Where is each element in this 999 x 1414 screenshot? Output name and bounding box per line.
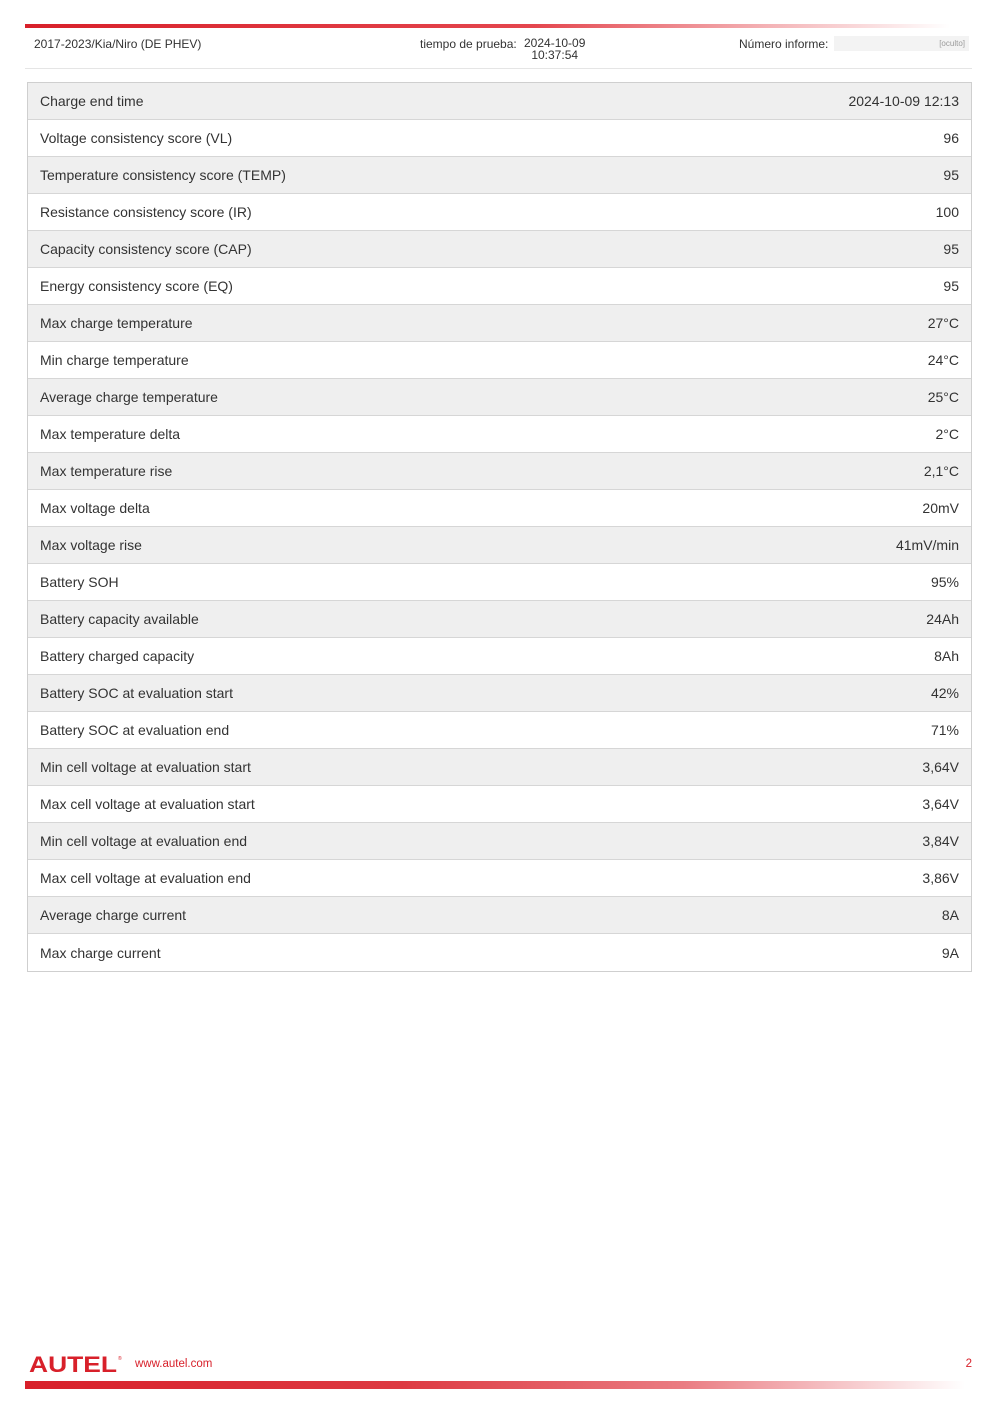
row-value: 27°C	[927, 315, 959, 331]
top-accent-bar	[25, 24, 950, 28]
row-value: 24°C	[927, 352, 959, 368]
table-row	[28, 638, 971, 675]
table-row	[28, 453, 971, 490]
row-value: 95	[943, 167, 959, 183]
page-header	[25, 36, 972, 68]
row-value: 95	[943, 278, 959, 294]
row-value: 71%	[930, 722, 959, 738]
row-label: Temperature consistency score (TEMP)	[40, 167, 286, 183]
table-row	[28, 490, 971, 527]
svg-text:AUTEL: AUTEL	[29, 1354, 117, 1374]
table-row	[28, 194, 971, 231]
table-row	[28, 268, 971, 305]
row-label: Max cell voltage at evaluation end	[40, 870, 251, 886]
row-label: Min charge temperature	[40, 352, 189, 368]
row-value: 96	[943, 130, 959, 146]
table-row	[28, 120, 971, 157]
page-number: 2	[965, 1358, 972, 1370]
row-value: 8Ah	[934, 648, 959, 664]
row-value: 3,86V	[922, 870, 959, 886]
bottom-accent-bar	[25, 1381, 965, 1389]
row-value: 3,64V	[922, 759, 959, 775]
row-value: 41mV/min	[895, 537, 959, 553]
row-label: Max temperature rise	[40, 463, 173, 479]
row-label: Average charge current	[40, 907, 187, 923]
row-label: Battery charged capacity	[40, 648, 195, 664]
table-row	[28, 564, 971, 601]
page-footer	[25, 1352, 972, 1376]
row-value: 3,64V	[922, 796, 959, 812]
row-label: Battery SOH	[40, 574, 119, 590]
vehicle-info: 2017-2023/Kia/Niro (DE PHEV)	[34, 37, 202, 51]
row-label: Charge end time	[40, 93, 144, 109]
row-value: 8A	[941, 907, 959, 923]
table-row	[28, 712, 971, 749]
header-divider	[25, 68, 972, 69]
test-time: 10:37:54	[531, 48, 579, 62]
table-row	[28, 416, 971, 453]
table-row	[28, 897, 971, 934]
row-value: 42%	[930, 685, 959, 701]
row-value: 24Ah	[926, 611, 959, 627]
row-label: Max temperature delta	[40, 426, 181, 442]
report-number-label: Número informe:	[739, 37, 829, 51]
row-label: Capacity consistency score (CAP)	[40, 241, 252, 257]
row-label: Min cell voltage at evaluation end	[40, 833, 248, 849]
table-row	[28, 305, 971, 342]
row-label: Average charge temperature	[40, 389, 218, 405]
row-value: 2,1°C	[923, 463, 959, 479]
row-value: 95%	[930, 574, 959, 590]
table-row	[28, 823, 971, 860]
table-row	[28, 83, 971, 120]
row-label: Battery SOC at evaluation start	[40, 685, 233, 701]
row-label: Max charge temperature	[40, 315, 193, 331]
table-row	[28, 342, 971, 379]
table-row	[28, 934, 971, 971]
table-row	[28, 675, 971, 712]
row-label: Resistance consistency score (IR)	[40, 204, 252, 220]
autel-logo	[29, 1354, 123, 1374]
row-label: Voltage consistency score (VL)	[40, 130, 233, 146]
row-value: 100	[935, 204, 959, 220]
row-label: Max voltage delta	[40, 500, 150, 516]
table-row	[28, 601, 971, 638]
row-value: 20mV	[922, 500, 959, 516]
svg-text:®: ®	[118, 1356, 122, 1362]
test-date: 2024-10-09	[524, 36, 586, 50]
table-row	[28, 786, 971, 823]
table-row	[28, 231, 971, 268]
row-label: Max cell voltage at evaluation start	[40, 796, 255, 812]
battery-data-table	[27, 82, 972, 972]
table-row	[28, 860, 971, 897]
row-value: 2024-10-09 12:13	[848, 93, 959, 109]
table-row	[28, 157, 971, 194]
row-value: 3,84V	[922, 833, 959, 849]
row-value: 2°C	[935, 426, 959, 442]
website-link[interactable]: www.autel.com	[135, 1358, 213, 1370]
row-label: Battery capacity available	[40, 611, 199, 627]
row-label: Battery SOC at evaluation end	[40, 722, 230, 738]
table-row	[28, 527, 971, 564]
row-label: Min cell voltage at evaluation start	[40, 759, 251, 775]
report-number-field: [oculto]	[834, 36, 969, 51]
row-label: Energy consistency score (EQ)	[40, 278, 233, 294]
row-label: Max voltage rise	[40, 537, 142, 553]
row-value: 25°C	[927, 389, 959, 405]
row-value: 9A	[941, 944, 959, 961]
test-time-label: tiempo de prueba:	[420, 37, 517, 51]
table-row	[28, 749, 971, 786]
row-value: 95	[943, 241, 959, 257]
row-label: Max charge current	[40, 944, 161, 961]
table-row	[28, 379, 971, 416]
test-datetime	[524, 37, 585, 61]
